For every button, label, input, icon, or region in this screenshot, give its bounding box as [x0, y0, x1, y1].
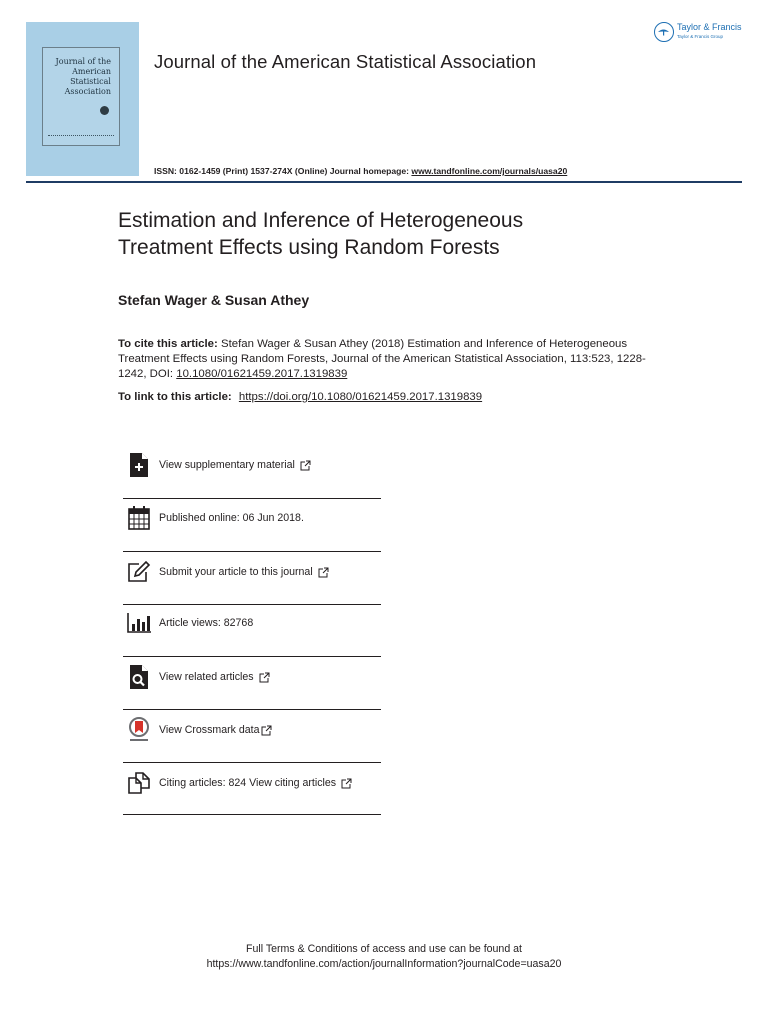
cover-seal-icon: [100, 106, 109, 115]
item-label: Published online: 06 Jun 2018.: [159, 512, 304, 524]
citation-doi-link[interactable]: 10.1080/01621459.2017.1319839: [176, 368, 348, 380]
crossmark-item[interactable]: [123, 718, 381, 742]
external-link-icon: [341, 778, 352, 789]
article-link-label: To link to this article:: [118, 391, 232, 403]
external-link-icon: [318, 567, 329, 578]
citing-articles-item[interactable]: [123, 771, 381, 795]
issn-text: ISSN: 0162-1459 (Print) 1537-274X (Online) Journal homepage:: [154, 166, 410, 176]
article-title-line: Treatment Effects using Random Forests: [118, 236, 500, 259]
citation-text: Stefan Wager & Susan Athey (2018) Estimation and Inference of Heterogeneous Treatment Effects using Random Forests, Journal of the American Statistical Association, 113:523, 1228-1242, DOI:: [118, 338, 646, 380]
item-label: Submit your article to this journal: [159, 566, 313, 578]
citing-articles-icon: [127, 771, 151, 795]
article-title: [118, 207, 678, 261]
item-divider: [123, 709, 381, 710]
item-divider: [123, 762, 381, 763]
external-link-icon: [261, 725, 272, 736]
item-label: Citing articles: 824 View citing articles: [159, 777, 337, 789]
footer-line: Full Terms & Conditions of access and use can be found at: [246, 943, 522, 955]
submit-article-item[interactable]: [123, 560, 381, 584]
edit-icon: [127, 560, 151, 584]
item-label: Article views: 82768: [159, 617, 254, 629]
calendar-icon: [127, 506, 151, 530]
citation-block: [118, 337, 658, 382]
supplementary-file-icon: [127, 453, 151, 477]
item-divider: [123, 551, 381, 552]
publisher-name: Taylor & Francis: [677, 22, 742, 32]
item-label: View Crossmark data: [159, 724, 260, 736]
item-label: View supplementary material: [159, 459, 295, 471]
item-divider: [123, 604, 381, 605]
item-divider: [123, 656, 381, 657]
issn-line: [154, 166, 567, 176]
cover-title-line: Statistical: [70, 77, 111, 86]
published-online-item: [123, 506, 381, 530]
cover-footer-rule: [48, 135, 114, 137]
crossmark-icon: [127, 718, 151, 742]
citation-label: To cite this article:: [118, 338, 218, 350]
article-authors: Stefan Wager & Susan Athey: [118, 292, 310, 308]
article-doi-link[interactable]: https://doi.org/10.1080/01621459.2017.1319839: [238, 391, 483, 403]
item-divider: [123, 498, 381, 499]
search-document-icon: [127, 665, 151, 689]
cover-title: [42, 47, 120, 146]
publisher-logo-icon: [654, 22, 674, 42]
article-title-line: Estimation and Inference of Heterogeneous: [118, 209, 524, 232]
external-link-icon: [300, 460, 311, 471]
article-views-item: [123, 611, 381, 635]
item-label: View related articles: [159, 671, 254, 683]
header-divider: [26, 181, 742, 183]
footer-terms-link[interactable]: https://www.tandfonline.com/action/journalInformation?journalCode=uasa20: [206, 958, 562, 970]
cover-title-line: American: [72, 67, 111, 76]
footer-terms: [0, 942, 768, 972]
external-link-icon: [259, 672, 270, 683]
cover-title-line: Journal of the: [55, 57, 111, 66]
journal-cover-image: [26, 22, 139, 176]
publisher-logo[interactable]: [654, 22, 742, 42]
cover-title-line: Association: [64, 87, 111, 96]
article-link-line: [118, 391, 482, 403]
journal-homepage-link[interactable]: www.tandfonline.com/journals/uasa20: [411, 166, 568, 176]
item-divider: [123, 814, 381, 815]
supplementary-material-item[interactable]: [123, 453, 381, 477]
related-articles-item[interactable]: [123, 665, 381, 689]
publisher-group: Taylor & Francis Group: [677, 34, 724, 39]
journal-title: Journal of the American Statistical Association: [154, 51, 537, 72]
bar-chart-icon: [127, 611, 151, 635]
